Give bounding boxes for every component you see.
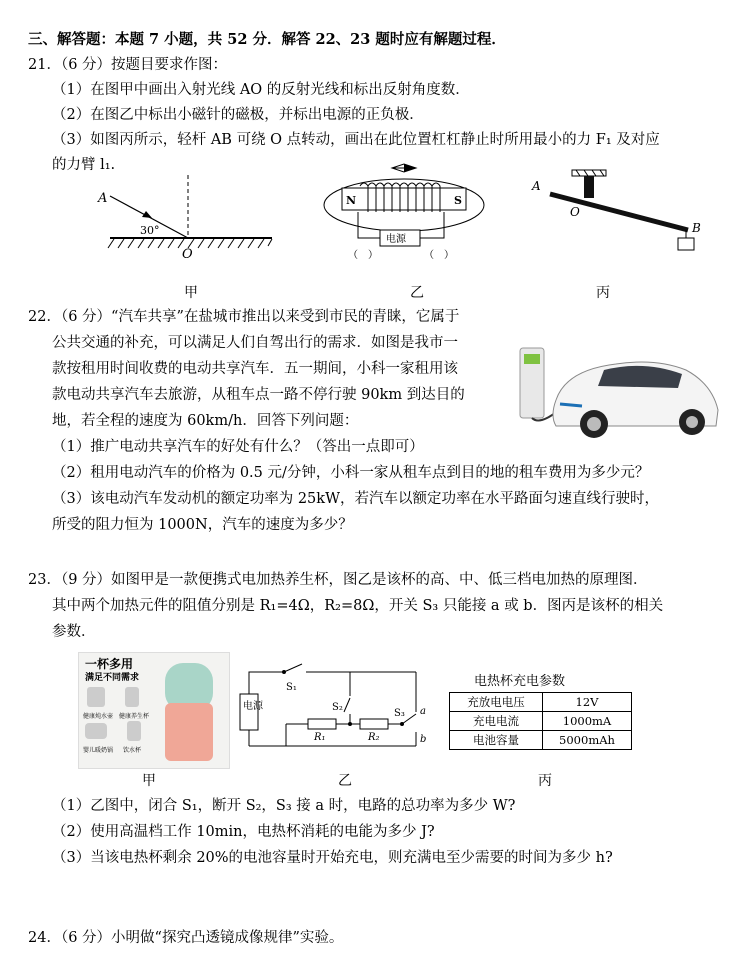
q24-stem: 24．（6 分）小明做“探究凸透镜成像规律”实验。 xyxy=(28,930,344,946)
solenoid-source-label: 电源 xyxy=(386,234,406,245)
table-cell: 电池容量 xyxy=(450,731,543,750)
circuit-caption: 乙 xyxy=(338,773,352,789)
table-row xyxy=(450,712,632,731)
photo-heading: 一杯多用 xyxy=(85,657,134,671)
photo-subheading: 满足不同需求 xyxy=(85,673,140,683)
fig2-caption: 乙 xyxy=(410,285,424,301)
q21-stem: 21．（6 分）按题目要求作图： xyxy=(28,57,228,73)
photo-item4: 饮水杯 xyxy=(123,747,142,754)
table-cell: 5000mAh xyxy=(543,731,632,750)
circuit-s3-label: S₃ xyxy=(394,708,405,719)
lever-label-a: A xyxy=(532,179,541,193)
lever-label-b: B xyxy=(692,221,701,235)
q22-part2: （2）租用电动汽车的价格为 0.5 元/分钟，小科一家从租车点到目的地的租车费用为多少元？ xyxy=(52,465,650,481)
fig1-label-o: O xyxy=(182,247,193,262)
q22-line5: 地，若全程的速度为 60km/h．回答下列问题： xyxy=(52,413,359,429)
photo-caption: 甲 xyxy=(142,773,156,789)
table-cell: 1000mA xyxy=(543,712,632,731)
circuit-a-label: a xyxy=(420,706,426,717)
q21-part3a: （3）如图丙所示，轻杆 AB 可绕 O 点转动，画出在此位置杠杠静止时所用最小的力 F₁ 及对应 xyxy=(52,132,660,148)
table-cell: 12V xyxy=(543,693,632,712)
q23-line2: 其中两个加热元件的阻值分别是 R₁=4Ω，R₂=8Ω，开关 S₃ 只能接 a 或 b．图丙是该杯的相关 xyxy=(52,598,664,614)
q22-line1: 22．（6 分）“汽车共享”在盐城市推出以来受到市民的青睐，它属于 xyxy=(28,309,460,325)
q21-part2: （2）在图乙中标出小磁针的磁极，并标出电源的正负极． xyxy=(52,107,424,123)
table-row xyxy=(450,693,632,712)
table-row xyxy=(450,731,632,750)
fig1-caption: 甲 xyxy=(184,285,198,301)
circuit-s2-label: S₂ xyxy=(332,702,343,713)
q22-line2: 公共交通的补充，可以满足人们自驾出行的需求．如图是我市一 xyxy=(52,335,458,351)
fig1-angle-label: 30° xyxy=(140,224,160,237)
figure-jia-reflection xyxy=(100,170,280,260)
circuit-s1-label: S₁ xyxy=(286,682,297,693)
fig1-label-a: A xyxy=(98,191,108,206)
q21-part3b: 的力臂 l₁. xyxy=(52,157,116,173)
heating-cup-photo xyxy=(78,652,230,769)
electric-car-image xyxy=(516,330,724,440)
params-table-title: 电热杯充电参数 xyxy=(474,674,566,689)
params-table xyxy=(449,692,632,750)
solenoid-sign-right: （ ） xyxy=(424,250,454,261)
solenoid-n-label: N xyxy=(346,194,357,207)
q22-part3a: （3）该电动汽车发动机的额定功率为 25kW，若汽车以额定功率在水平路面匀速直线行驶时， xyxy=(52,491,659,507)
q23-line3: 参数． xyxy=(52,624,96,640)
table-cell: 充放电电压 xyxy=(450,693,543,712)
q23-part3: （3）当该电热杯剩余 20%的电池容量时开始充电，则充满电至少需要的时间为多少 h? xyxy=(52,850,613,866)
circuit-b-label: b xyxy=(420,734,427,745)
q22-line4: 款电动共享汽车去旅游，从租车点一路不停行驶 90km 到达目的 xyxy=(52,387,465,403)
photo-item1: 健康炖水壶 xyxy=(83,713,114,720)
circuit-r2-label: R₂ xyxy=(368,732,380,743)
q21-part1: （1）在图甲中画出入射光线 AO 的反射光线和标出反射角度数． xyxy=(52,82,470,98)
photo-item2: 健康养生杯 xyxy=(119,713,150,720)
q23-part1: （1）乙图中，闭合 S₁，断开 S₂，S₃ 接 a 时，电路的总功率为多少 W? xyxy=(52,798,516,814)
q22-line3: 款按租用时间收费的电动共享汽车．五一期间，小科一家租用该 xyxy=(52,361,458,377)
q22-part1: （1）推广电动共享汽车的好处有什么？（答出一点即可） xyxy=(52,439,424,455)
params-caption: 丙 xyxy=(538,773,552,789)
figure-bing-lever xyxy=(528,168,708,258)
circuit-r1-label: R₁ xyxy=(314,732,326,743)
table-cell: 充电电流 xyxy=(450,712,543,731)
photo-item3: 婴儿暖奶锅 xyxy=(83,747,114,754)
q23-part2: （2）使用高温档工作 10min，电热杯消耗的电能为多少 J? xyxy=(52,824,435,840)
solenoid-sign-left: （ ） xyxy=(348,250,378,261)
section-title: 三、解答题：本题 7 小题，共 52 分．解答 22、23 题时应有解题过程． xyxy=(28,31,506,48)
figure-yi-circuit xyxy=(236,652,436,760)
circuit-source-label: 电源 xyxy=(243,701,263,712)
q23-line1: 23．（9 分）如图甲是一款便携式电加热养生杯，图乙是该杯的高、中、低三档电加热的原理图． xyxy=(28,572,648,588)
q22-part3b: 所受的阻力恒为 1000N，汽车的速度为多少？ xyxy=(52,517,353,533)
solenoid-s-label: S xyxy=(454,194,462,207)
figure-yi-solenoid xyxy=(320,160,490,265)
fig3-caption: 丙 xyxy=(596,285,610,301)
lever-label-o: O xyxy=(570,205,580,219)
